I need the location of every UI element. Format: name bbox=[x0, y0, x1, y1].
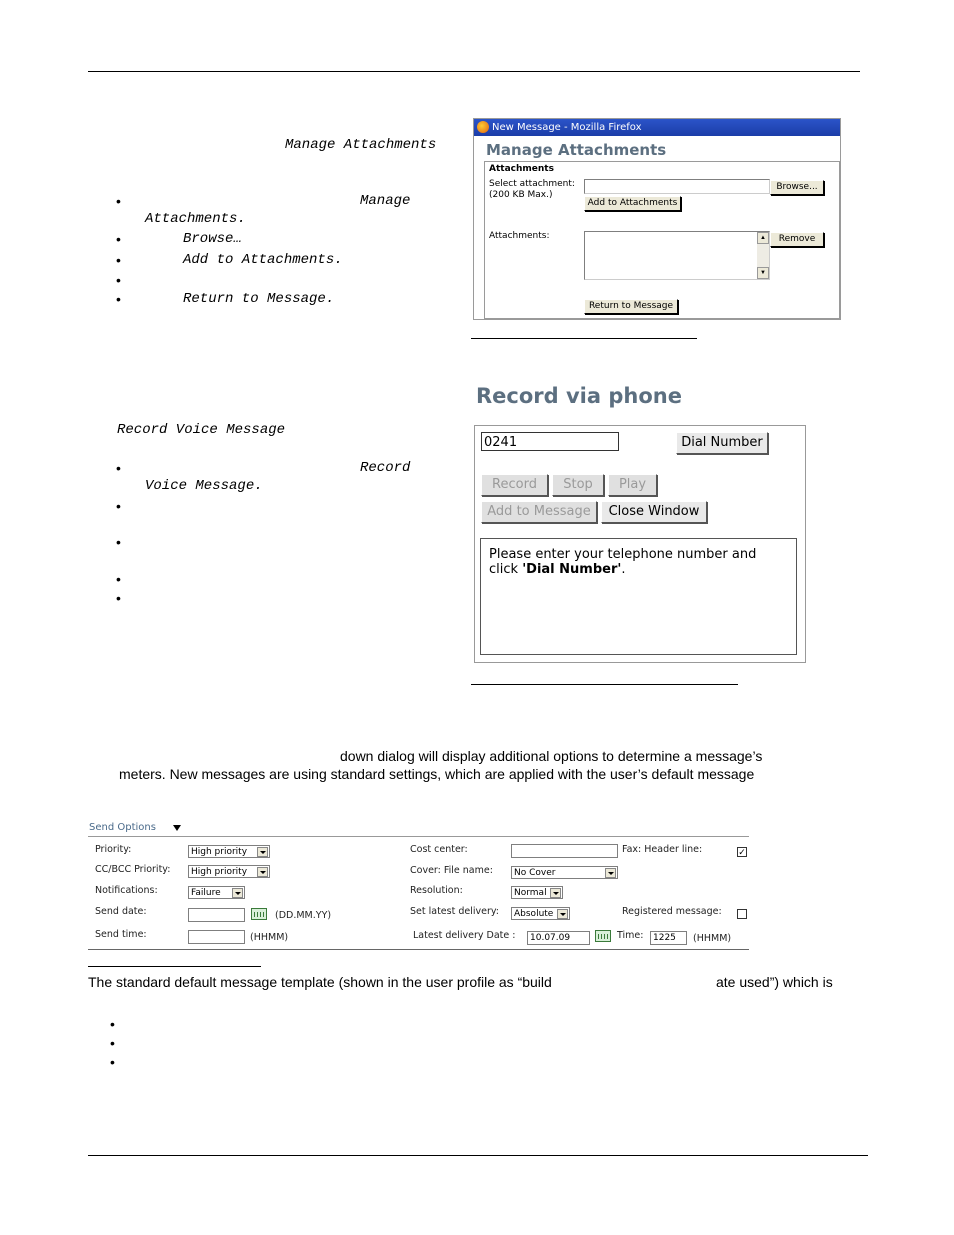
latest-delivery-date-label: Latest delivery Date : bbox=[413, 930, 516, 941]
attachments-panel bbox=[484, 161, 840, 319]
close-window-button[interactable]: Close Window bbox=[601, 501, 707, 523]
notifications-label: Notifications: bbox=[95, 885, 158, 896]
header-rule bbox=[88, 71, 860, 72]
chevron-down-icon[interactable] bbox=[605, 868, 616, 878]
bullet-dot: • bbox=[110, 1035, 115, 1051]
send-time-label: Send time: bbox=[95, 929, 147, 940]
list-scrollbar[interactable] bbox=[757, 232, 769, 279]
ccbcc-priority-select[interactable] bbox=[188, 865, 270, 878]
status-line-2 bbox=[489, 562, 788, 577]
remove-button[interactable]: Remove bbox=[770, 232, 824, 247]
stop-button[interactable]: Stop bbox=[552, 474, 604, 496]
send-options-panel bbox=[88, 822, 749, 950]
bullet-text: Record bbox=[360, 460, 411, 476]
bullet-dot: • bbox=[116, 498, 121, 514]
chevron-down-icon[interactable] bbox=[550, 888, 561, 898]
priority-select[interactable] bbox=[188, 845, 270, 858]
window-title: New Message - Mozilla Firefox bbox=[492, 122, 642, 133]
send-date-input[interactable] bbox=[188, 908, 245, 922]
latest-delivery-select[interactable] bbox=[511, 907, 570, 920]
manage-attachments-heading: Manage Attachments bbox=[486, 141, 667, 159]
bullet-text: Return to Message. bbox=[183, 291, 335, 307]
status-text: click bbox=[489, 562, 523, 577]
bullet-text: Voice Message. bbox=[145, 478, 263, 494]
select-attachment-label: Select attachment: bbox=[489, 179, 575, 189]
add-to-attachments-button[interactable]: Add to Attachments bbox=[584, 196, 681, 211]
resolution-value: Normal bbox=[514, 888, 547, 898]
footnote-rule bbox=[88, 966, 261, 967]
record-voice-label: Record Voice Message bbox=[117, 422, 286, 438]
attachments-list[interactable] bbox=[584, 231, 770, 280]
cover-value: No Cover bbox=[514, 868, 556, 878]
body-text-line: ate used”) which is bbox=[716, 974, 833, 990]
bullet-dot: • bbox=[110, 1054, 115, 1070]
browse-button[interactable]: Browse... bbox=[770, 180, 824, 195]
body-text-line: down dialog will display additional options to determine a message’s bbox=[340, 748, 763, 764]
send-options-header[interactable] bbox=[88, 822, 749, 837]
time-format: (HHMM) bbox=[693, 933, 732, 944]
scroll-up-icon[interactable]: ▲ bbox=[757, 232, 769, 244]
bullet-text: Manage bbox=[360, 193, 411, 209]
latest-delivery-date-input[interactable]: 10.07.09 bbox=[527, 931, 590, 945]
priority-label: Priority: bbox=[95, 844, 132, 855]
scroll-down-icon[interactable]: ▼ bbox=[757, 267, 769, 279]
registered-message-label: Registered message: bbox=[622, 906, 722, 917]
manage-attachments-label: Manage Attachments bbox=[285, 137, 437, 153]
latest-delivery-value: Absolute bbox=[514, 909, 554, 919]
notifications-value: Failure bbox=[191, 888, 221, 898]
calendar-icon[interactable] bbox=[595, 930, 611, 942]
status-bold: 'Dial Number' bbox=[522, 562, 622, 577]
manage-attachments-window bbox=[473, 118, 841, 320]
cost-center-label: Cost center: bbox=[410, 844, 468, 855]
bullet-text: Add to Attachments. bbox=[183, 252, 343, 268]
resolution-label: Resolution: bbox=[410, 885, 463, 896]
record-via-phone-window bbox=[474, 425, 806, 663]
add-to-message-button[interactable]: Add to Message bbox=[481, 501, 597, 523]
bullet-dot: • bbox=[116, 460, 121, 476]
bullet-dot: • bbox=[116, 534, 121, 550]
send-date-format: (DD.MM.YY) bbox=[275, 910, 332, 921]
body-text-line: The standard default message template (shown in the user profile as “build bbox=[88, 974, 552, 990]
figure-caption-rule bbox=[471, 684, 738, 685]
bullet-dot: • bbox=[116, 291, 121, 307]
send-options-title: Send Options bbox=[89, 822, 156, 833]
file-input[interactable] bbox=[584, 179, 770, 194]
bullet-dot: • bbox=[116, 193, 121, 209]
footer-rule bbox=[88, 1155, 868, 1156]
ccbcc-priority-label: CC/BCC Priority: bbox=[95, 864, 171, 875]
status-message-box bbox=[480, 538, 797, 655]
fax-header-checkbox[interactable]: ✓ bbox=[738, 847, 746, 857]
time-input[interactable]: 1225 bbox=[650, 931, 687, 945]
bullet-dot: • bbox=[116, 590, 121, 606]
ccbcc-priority-value: High priority bbox=[191, 867, 248, 877]
attachments-list-label: Attachments: bbox=[489, 231, 550, 241]
figure-caption-rule bbox=[471, 338, 697, 339]
status-line-1: Please enter your telephone number and bbox=[489, 547, 757, 562]
phone-number-input[interactable]: 0241 bbox=[481, 432, 619, 451]
bullet-dot: • bbox=[116, 252, 121, 268]
registered-message-checkbox[interactable] bbox=[737, 909, 747, 919]
priority-value: High priority bbox=[191, 847, 248, 857]
fax-header-label: Fax: Header line: bbox=[622, 844, 703, 855]
bullet-dot: • bbox=[116, 231, 121, 247]
cost-center-input[interactable] bbox=[511, 844, 618, 858]
firefox-icon bbox=[477, 121, 489, 133]
notifications-select[interactable] bbox=[188, 886, 245, 899]
dial-number-button[interactable]: Dial Number bbox=[676, 432, 768, 454]
chevron-down-icon[interactable] bbox=[557, 909, 568, 919]
record-button[interactable]: Record bbox=[481, 474, 548, 496]
send-time-input[interactable] bbox=[188, 930, 245, 944]
body-text-line: meters. New messages are using standard settings, which are applied with the user’s default message bbox=[119, 766, 755, 782]
chevron-down-icon[interactable] bbox=[257, 867, 268, 877]
resolution-select[interactable] bbox=[511, 886, 563, 899]
calendar-icon[interactable] bbox=[251, 908, 267, 920]
chevron-down-icon[interactable] bbox=[232, 888, 243, 898]
cover-select[interactable] bbox=[511, 866, 618, 879]
bullet-text: Browse… bbox=[183, 231, 242, 247]
latest-delivery-label: Set latest delivery: bbox=[410, 906, 500, 917]
chevron-down-icon[interactable] bbox=[257, 847, 268, 857]
record-via-phone-heading: Record via phone bbox=[476, 384, 682, 408]
chevron-down-icon[interactable] bbox=[173, 825, 181, 831]
cover-label: Cover: File name: bbox=[410, 865, 493, 876]
window-titlebar bbox=[474, 119, 840, 136]
bullet-dot: • bbox=[116, 272, 121, 288]
send-time-format: (HHMM) bbox=[250, 932, 289, 943]
return-to-message-button[interactable]: Return to Message bbox=[584, 299, 678, 314]
attachments-section-title: Attachments bbox=[489, 164, 554, 174]
time-label: Time: bbox=[617, 930, 644, 941]
size-note: (200 KB Max.) bbox=[489, 190, 553, 200]
play-button[interactable]: Play bbox=[608, 474, 657, 496]
bullet-dot: • bbox=[116, 571, 121, 587]
bullet-dot: • bbox=[110, 1016, 115, 1032]
send-date-label: Send date: bbox=[95, 906, 147, 917]
bullet-text: Attachments. bbox=[145, 211, 246, 227]
status-end: . bbox=[621, 562, 626, 577]
